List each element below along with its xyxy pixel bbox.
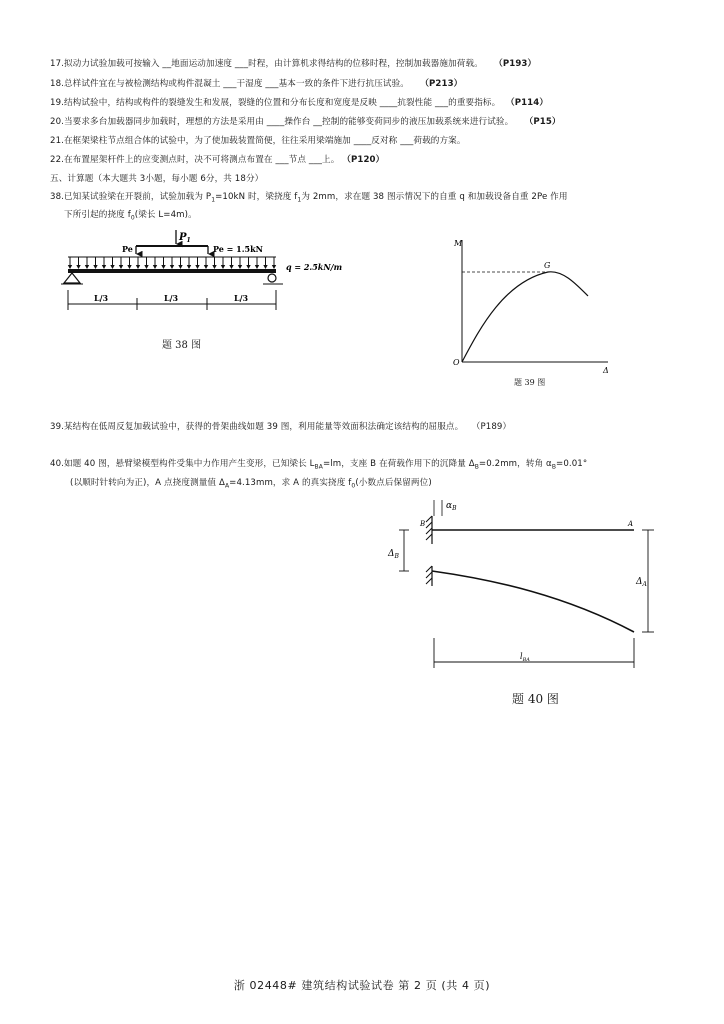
figure-39-drawing bbox=[448, 236, 618, 376]
load-arrowhead bbox=[246, 265, 250, 269]
question-40-line1: 40.如题 40 图，悬臂梁模型构件受集中力作用产生变形，已知梁长 $L_{BA}=lm$，支座 B 在荷载作用下的沉降量 $\Delta_B=0.2mm$，转角 $\alpha_B=0.01^\circ$ bbox=[50, 459, 588, 471]
span-label: L/3 bbox=[94, 293, 109, 303]
span-label: L/3 bbox=[234, 293, 249, 303]
load-arrowhead bbox=[68, 265, 72, 269]
load-arrowhead bbox=[195, 265, 199, 269]
load-arrowhead bbox=[110, 265, 114, 269]
axis-y-label: M bbox=[454, 239, 463, 248]
load-arrowhead bbox=[153, 265, 157, 269]
question-38-line1: 38.已知某试验梁在开裂前，试验加载为 $P_1=10kN$ 时，梁挠度 $f_1$为 2mm，求在题 38 图示情况下的自重 q 和加载设备自重 2Pe 作用 bbox=[50, 192, 568, 204]
label-delta-b: $\Delta_B$ bbox=[388, 549, 399, 560]
label-q: q = 2.5kN/m bbox=[286, 262, 343, 272]
figure-38-caption: 题 38 图 bbox=[162, 340, 202, 351]
load-arrowhead bbox=[102, 265, 106, 269]
figure-40-drawing bbox=[386, 496, 666, 671]
figure-39-caption: 题 39 图 bbox=[514, 378, 546, 387]
question-22: 22.在布置屋架杆件上的应变测点时，决不可将测点布置在 ___节点 ___上。 （P120） bbox=[50, 155, 385, 165]
load-arrowhead bbox=[144, 265, 148, 269]
pin-support bbox=[64, 273, 80, 283]
load-arrowhead bbox=[221, 265, 225, 269]
beam bbox=[68, 269, 276, 273]
load-arrowhead bbox=[127, 265, 131, 269]
load-arrowhead bbox=[170, 265, 174, 269]
peak-label: G bbox=[544, 261, 551, 270]
page-ref: （P15） bbox=[524, 117, 561, 127]
roller-support bbox=[268, 274, 276, 282]
figure-40 bbox=[386, 496, 666, 671]
load-arrowhead bbox=[136, 265, 140, 269]
load-arrowhead bbox=[119, 265, 123, 269]
page-footer: 浙 02448# 建筑结构试验试卷 第 2 页 (共 4 页) bbox=[233, 979, 491, 992]
label-pe-left: Pe bbox=[122, 244, 133, 254]
deflected-beam bbox=[432, 571, 634, 632]
load-arrowhead bbox=[85, 265, 89, 269]
question-18: 18.总样试件宜在与被检测结构或构件混凝土 ___干湿度 ___基本一致的条件下进行抗压试验。 （P213） bbox=[50, 79, 463, 89]
label-a: A bbox=[628, 520, 634, 528]
load-arrowhead bbox=[178, 265, 182, 269]
load-arrowhead bbox=[238, 265, 242, 269]
load-arrowhead bbox=[187, 265, 191, 269]
label-alpha-b: $\alpha_B$ bbox=[446, 501, 457, 512]
figure-40-caption: 题 40 图 bbox=[512, 692, 559, 706]
page-ref: （P213） bbox=[420, 79, 463, 89]
section-heading: 五、计算题（本大题共 3小题，每小题 6分，共 18分） bbox=[50, 174, 264, 184]
label-p1: $P_1$ bbox=[179, 232, 191, 244]
load-arrowhead bbox=[212, 265, 216, 269]
figure-39 bbox=[448, 236, 618, 376]
figure-38-drawing bbox=[58, 228, 358, 318]
question-38-line2: 下所引起的挠度 $f_0$(梁长 L=4m)。 bbox=[64, 210, 197, 222]
load-arrowhead bbox=[272, 265, 276, 269]
question-19: 19.结构试验中，结构或构件的裂缝发生和发展，裂缝的位置和分布长度和宽度是反映 ____抗裂性能 ___的重要指标。 （P114） bbox=[50, 98, 549, 108]
question-40-line2: (以顺时针转向为正)，A 点挠度测量值 $\Delta_A=4.13mm$，求 A 的真实挠度 $f_0$(小数点后保留两位) bbox=[70, 478, 432, 490]
origin-label: O bbox=[453, 358, 460, 367]
page-ref: （P120） bbox=[342, 155, 385, 165]
load-arrowhead bbox=[204, 265, 208, 269]
figure-38 bbox=[58, 228, 358, 318]
label-delta-a: $\Delta_A$ bbox=[636, 577, 647, 588]
question-39: 39.某结构在低周反复加载试验中，获得的骨架曲线如题 39 图，利用能量等效面积法确定该结构的屈服点。 （P189） bbox=[50, 422, 512, 432]
label-length: $l_{BA}$ bbox=[520, 652, 530, 663]
load-arrowhead bbox=[161, 265, 165, 269]
axis-x-label: Δ bbox=[603, 366, 609, 375]
load-arrowhead bbox=[263, 265, 267, 269]
span-label: L/3 bbox=[164, 293, 179, 303]
question-17: 17.拟动力试验加载可按输入 __地面运动加速度 ___时程，由计算机求得结构的位移时程，控制加载器施加荷载。 （P193） bbox=[50, 59, 537, 69]
question-20: 20.当要求多台加载器同步加载时，理想的方法是采用由 ____操作台 __控制的能够变荷同步的液压加载系统来进行试验。 （P15） bbox=[50, 117, 561, 127]
question-21: 21.在框架梁柱节点组合体的试验中，为了使加载装置简便，往往采用梁端施加 ____反对称 ___荷载的方案。 bbox=[50, 136, 466, 146]
load-arrowhead bbox=[229, 265, 233, 269]
label-pe-right: Pe = 1.5kN bbox=[213, 244, 263, 254]
label-b: B bbox=[420, 520, 426, 528]
page-ref: （P193） bbox=[494, 59, 537, 69]
skeleton-curve bbox=[462, 272, 588, 362]
page-ref: （P114） bbox=[506, 98, 549, 108]
load-arrowhead bbox=[255, 265, 259, 269]
distributed-load-arrows bbox=[68, 257, 276, 269]
load-arrowhead bbox=[93, 265, 97, 269]
load-arrowhead bbox=[76, 265, 80, 269]
